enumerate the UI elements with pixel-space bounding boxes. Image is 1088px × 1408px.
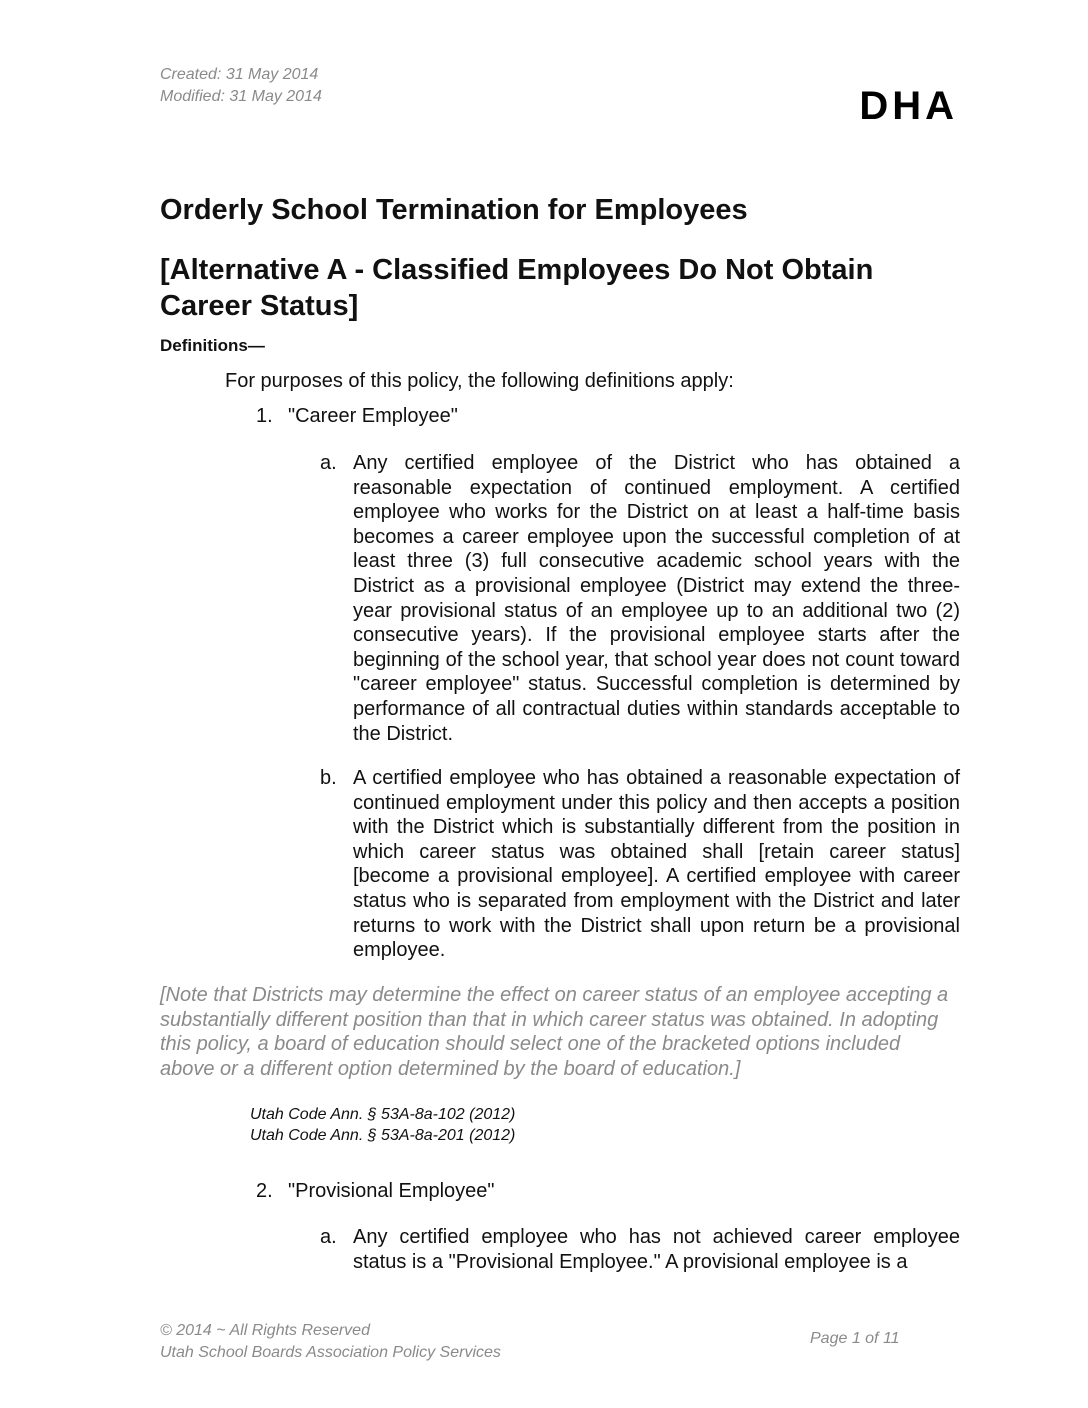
subitem-provisional-a (320, 1225, 960, 1274)
item-label: "Provisional Employee" (288, 1180, 495, 1202)
footer-copyright: © 2014 ~ All Rights Reserved (160, 1322, 370, 1339)
list-item-career-employee (256, 405, 458, 428)
footer-organization: Utah School Boards Association Policy Services (160, 1344, 501, 1361)
subitem-career-b (320, 766, 960, 963)
page-title: Orderly School Termination for Employees (160, 194, 748, 226)
policy-code: DHA (859, 84, 958, 128)
subitem-text: Any certified employee of the District who has obtained a reasonable expectation of continued employment. A certified employee who works for the District on at least a half-time basis becomes a career employee upon the successful completion of at least three (3) full consecutive academic school years with the District as a provisional employee (District may extend the three-year provisional status of an employee up to an additional two (2) consecutive years). If the provisional employee starts after the beginning of the school year, that school year does not count toward "career employee" status. Successful completion is determined by performance of all contractual duties within standards acceptable to the District. (353, 452, 960, 745)
subitem-letter: a. (320, 452, 337, 474)
legal-references (250, 1104, 515, 1146)
definitions-intro: For purposes of this policy, the following definitions apply: (225, 370, 734, 392)
subitem-letter: a. (320, 1226, 337, 1248)
page-subtitle: [Alternative A - Classified Employees Do Not Obtain Career Status] (160, 254, 874, 322)
item-number: 1. (256, 405, 273, 427)
created-date: Created: 31 May 2014 (160, 66, 319, 83)
subitem-letter: b. (320, 767, 337, 789)
editor-note: [Note that Districts may determine the effect on career status of an employee accepting a substantially different position than that in which career status was obtained. In adopting this policy, a board of education should select one of the bracketed options included above or a different option determined by the board of education.] (160, 984, 949, 1080)
document-meta (160, 64, 322, 108)
footer (160, 1320, 501, 1364)
reference: Utah Code Ann. § 53A-8a-102 (2012) (250, 1106, 516, 1123)
page-number: Page 1 of 11 (810, 1330, 900, 1347)
definitions-heading: Definitions— (160, 336, 265, 355)
reference: Utah Code Ann. § 53A-8a-201 (2012) (250, 1127, 516, 1144)
subitem-text: A certified employee who has obtained a reasonable expectation of continued employment under this policy and then accepts a position with the District which is substantially different from the position in which career status was obtained shall [retain career status] [become a provisional employee]. A certified employee with career status who is separated from employment with the District and later returns to work with the District shall upon return be a provisional employee. (353, 767, 960, 962)
subitem-career-a (320, 451, 960, 746)
list-item-provisional-employee (256, 1180, 495, 1203)
modified-date: Modified: 31 May 2014 (160, 88, 322, 105)
item-label: "Career Employee" (288, 405, 458, 427)
item-number: 2. (256, 1180, 273, 1202)
subitem-text: Any certified employee who has not achieved career employee status is a "Provisional Employee." A provisional employee is a (353, 1226, 960, 1273)
